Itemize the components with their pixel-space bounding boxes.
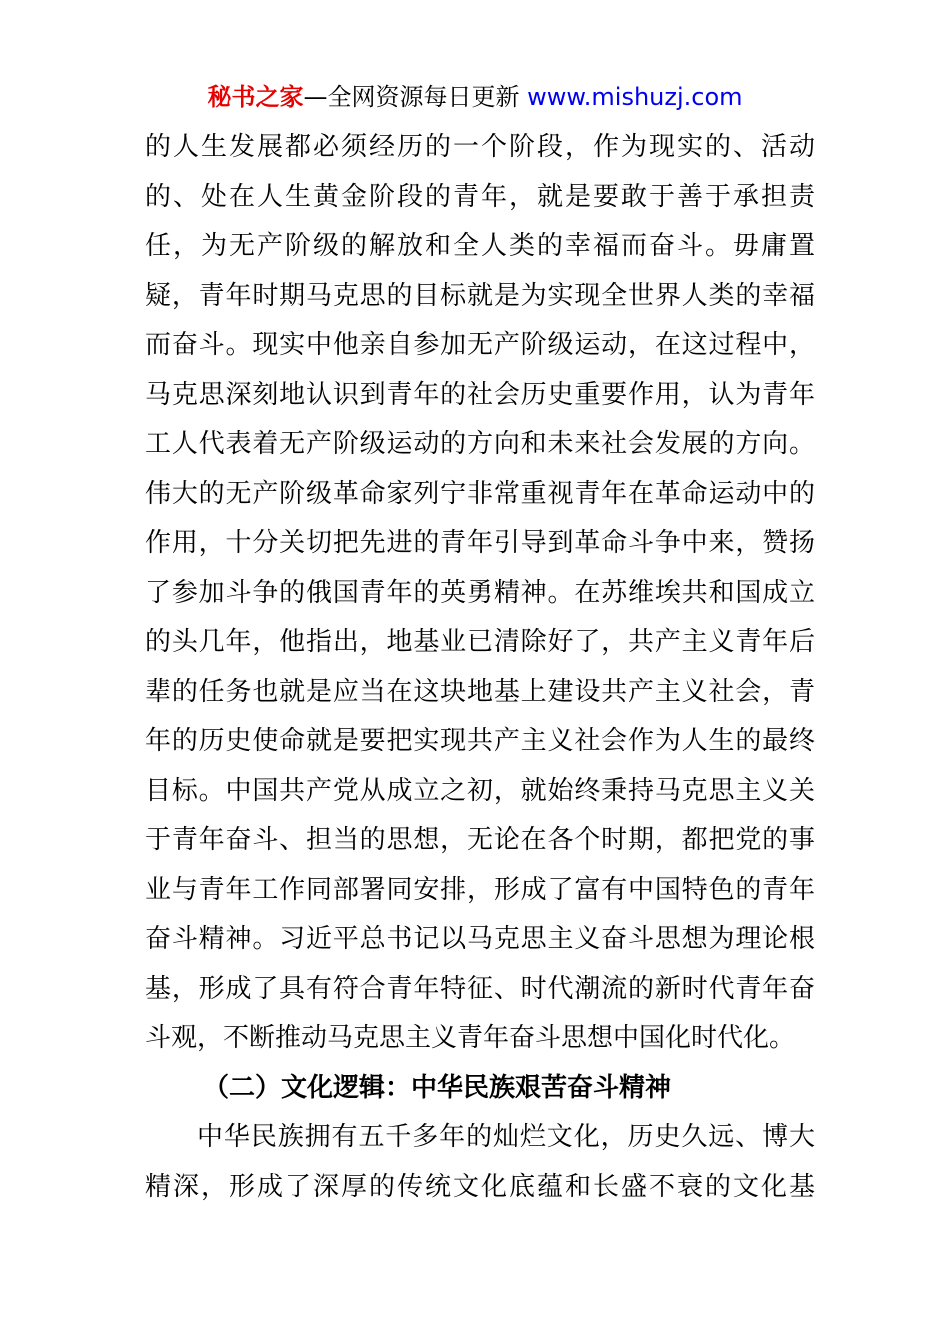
text-line: 基，形成了具有符合青年特征、时代潮流的新时代青年奋	[145, 973, 815, 1004]
text-line: 疑，青年时期马克思的目标就是为实现全世界人类的幸福	[145, 280, 815, 311]
text-line: 伟大的无产阶级革命家列宁非常重视青年在革命运动中的	[145, 478, 815, 509]
text-line: 而奋斗。现实中他亲自参加无产阶级运动，在这过程中，	[145, 330, 815, 360]
text-line: 斗观，不断推动马克思主义青年奋斗思想中国化时代化。	[145, 1023, 796, 1053]
section-heading: （二）文化逻辑：中华民族艰苦奋斗精神	[203, 1072, 672, 1103]
site-url-link[interactable]: www.mishuzj.com	[527, 83, 743, 111]
text-line: 目标。中国共产党从成立之初，就始终秉持马克思主义关	[145, 775, 815, 806]
site-tagline: —全网资源每日更新	[303, 83, 528, 111]
site-brand: 秘书之家	[207, 83, 304, 111]
document-body	[145, 123, 815, 1212]
text-line: 辈的任务也就是应当在这块地基上建设共产主义社会，青	[145, 676, 815, 707]
paragraph-1	[145, 123, 815, 1064]
text-line: 任，为无产阶级的解放和全人类的幸福而奋斗。毋庸置	[145, 231, 815, 261]
text-line: 了参加斗争的俄国青年的英勇精神。在苏维埃共和国成立	[145, 577, 815, 608]
text-line: 工人代表着无产阶级运动的方向和未来社会发展的方向。	[145, 429, 815, 459]
text-line: 的、处在人生黄金阶段的青年，就是要敢于善于承担责	[145, 181, 815, 212]
text-line: 于青年奋斗、担当的思想，无论在各个时期，都把党的事	[145, 825, 815, 855]
site-header	[0, 80, 950, 114]
text-line: 精深，形成了深厚的传统文化底蕴和长盛不衰的文化基	[145, 1171, 815, 1202]
text-line: 的头几年，他指出，地基业已清除好了，共产主义青年后	[145, 627, 815, 657]
text-line: 中华民族拥有五千多年的灿烂文化，历史久远、博大	[197, 1122, 815, 1152]
text-line: 奋斗精神。习近平总书记以马克思主义奋斗思想为理论根	[145, 924, 815, 954]
paragraph-2	[145, 1113, 815, 1212]
text-line: 作用，十分关切把先进的青年引导到革命斗争中来，赞扬	[145, 528, 815, 558]
text-line: 的人生发展都必须经历的一个阶段，作为现实的、活动	[145, 132, 815, 162]
text-line: 年的历史使命就是要把实现共产主义社会作为人生的最终	[145, 726, 815, 756]
text-line: 业与青年工作同部署同安排，形成了富有中国特色的青年	[145, 874, 815, 905]
text-line: 马克思深刻地认识到青年的社会历史重要作用，认为青年	[145, 379, 815, 410]
